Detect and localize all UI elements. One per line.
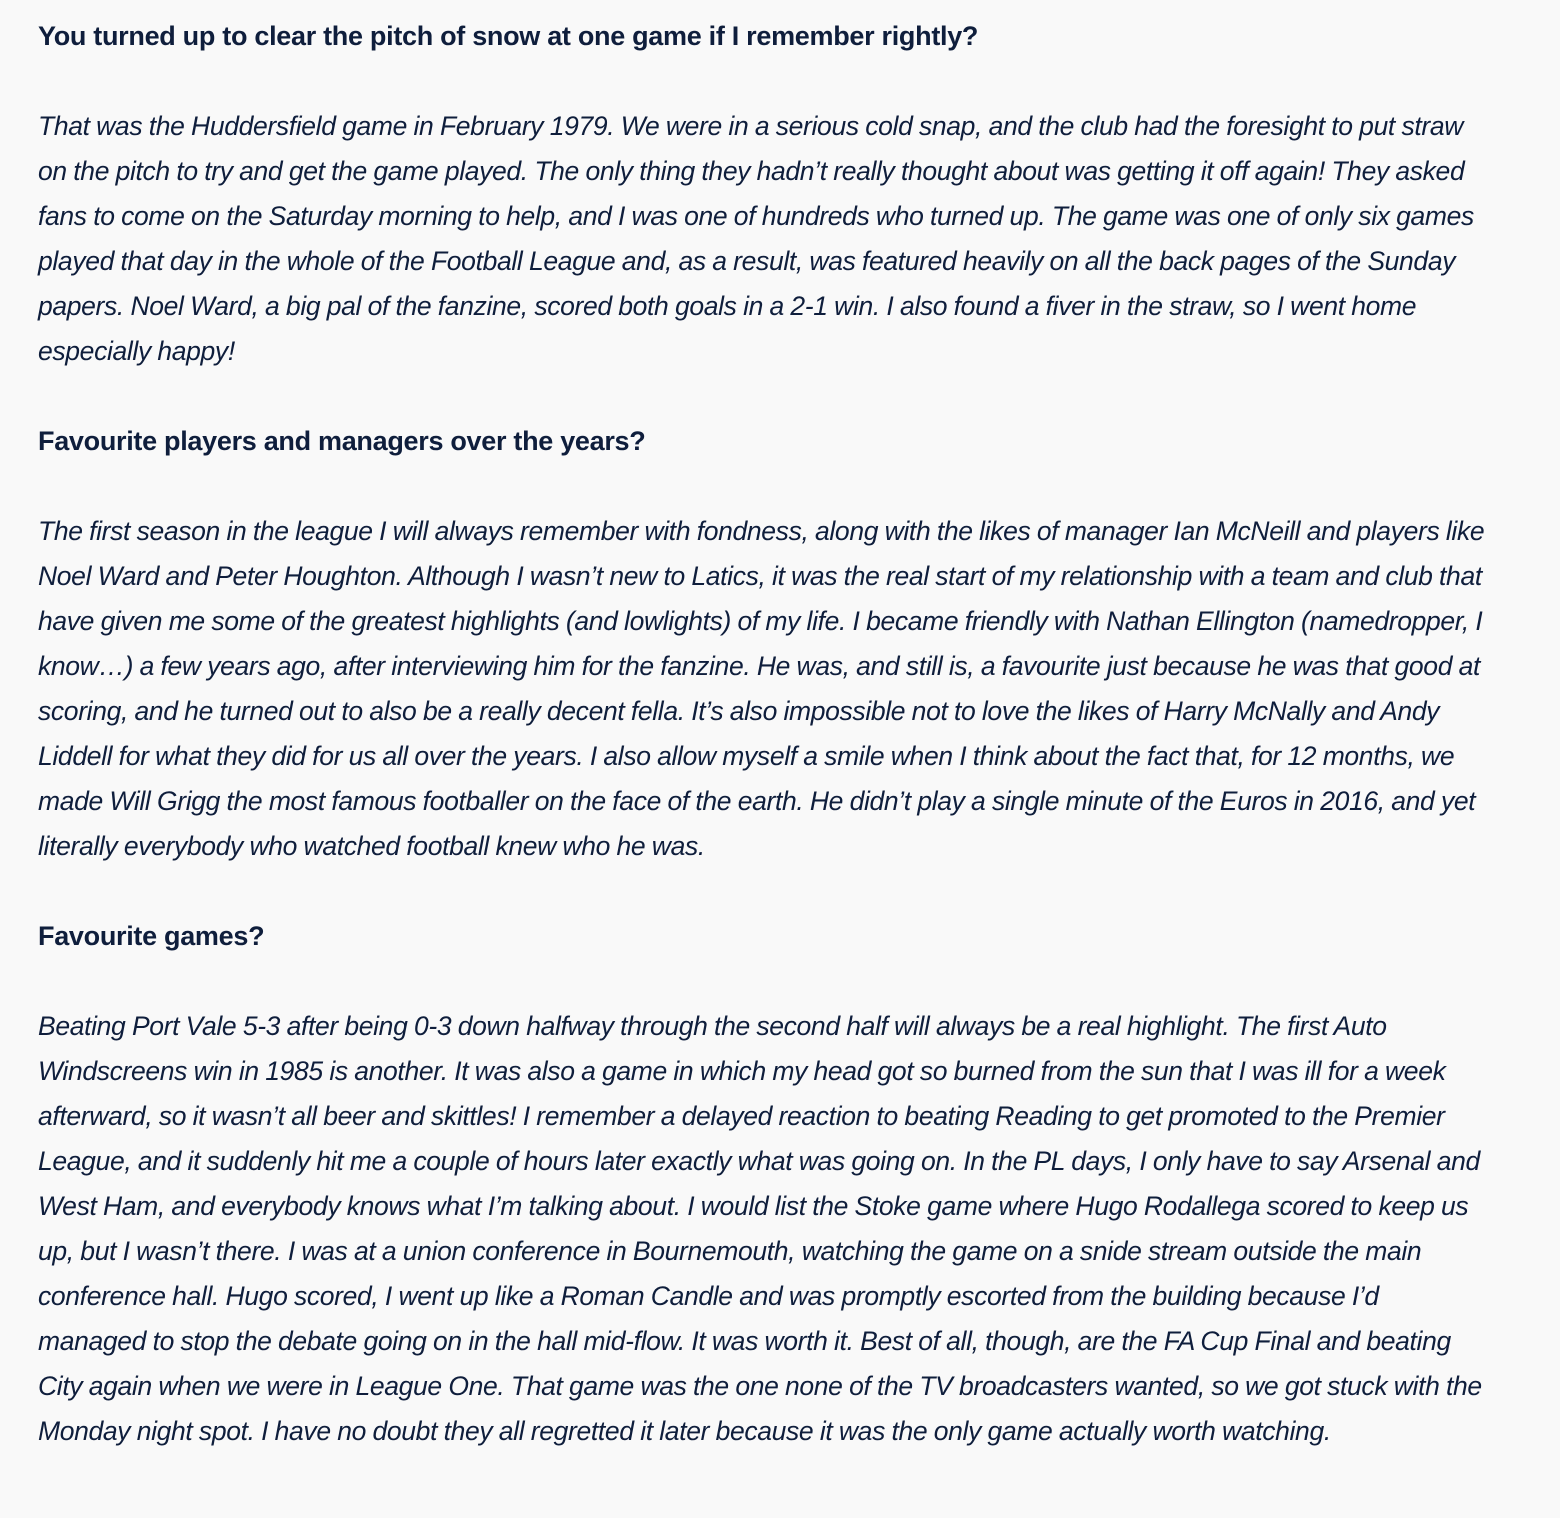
question-heading-snow-game: You turned up to clear the pitch of snow at one game if I remember rightly?	[38, 21, 979, 51]
question-heading-favourite-players: Favourite players and managers over the years?	[38, 426, 646, 456]
question-heading-favourite-games: Favourite games?	[38, 921, 265, 951]
answer-paragraph-snow-game: That was the Huddersfield game in February 1979. We were in a serious cold snap, and the club had the foresight to put straw on the pitch to try and get the game played. The only thing they hadn’t really thought about was getting it off again! They asked fans to come on the Saturday morning to help, and I was one of hundreds who turned up. The game was one of only six games played that day in the whole of the Football League and, as a result, was featured heavily on all the back pages of the Sunday papers. Noel Ward, a big pal of the fanzine, scored both goals in a 2-1 win. I also found a fiver in the straw, so I went home especially happy!	[38, 111, 1474, 366]
interview-article	[38, 14, 1488, 1454]
answer-paragraph-favourite-games: Beating Port Vale 5-3 after being 0-3 down halfway through the second half will always be a real highlight. The first Auto Windscreens win in 1985 is another. It was also a game in which my head got so burned from the sun that I was ill for a week afterward, so it wasn’t all beer and skittles! I remember a delayed reaction to beating Reading to get promoted to the Premier League, and it suddenly hit me a couple of hours later exactly what was going on. In the PL days, I only have to say Arsenal and West Ham, and everybody knows what I’m talking about. I would list the Stoke game where Hugo Rodallega scored to keep us up, but I wasn’t there. I was at a union conference in Bournemouth, watching the game on a snide stream outside the main conference hall. Hugo scored, I went up like a Roman Candle and was promptly escorted from the building because I’d managed to stop the debate going on in the hall mid-flow. It was worth it. Best of all, though, are the FA Cup Final and beating City again when we were in League One. That game was the one none of the TV broadcasters wanted, so we got stuck with the Monday night spot. I have no doubt they all regretted it later because it was the only game actually worth watching.	[38, 1011, 1482, 1446]
answer-paragraph-favourite-players: The first season in the league I will always remember with fondness, along with the likes of manager Ian McNeill and players like Noel Ward and Peter Houghton. Although I wasn’t new to Latics, it was the real start of my relationship with a team and club that have given me some of the greatest highlights (and lowlights) of my life. I became friendly with Nathan Ellington (namedropper, I know…) a few years ago, after interviewing him for the fanzine. He was, and still is, a favourite just because he was that good at scoring, and he turned out to also be a really decent fella. It’s also impossible not to love the likes of Harry McNally and Andy Liddell for what they did for us all over the years. I also allow myself a smile when I think about the fact that, for 12 months, we made Will Grigg the most famous footballer on the face of the earth. He didn’t play a single minute of the Euros in 2016, and yet literally everybody who watched football knew who he was.	[38, 516, 1485, 861]
